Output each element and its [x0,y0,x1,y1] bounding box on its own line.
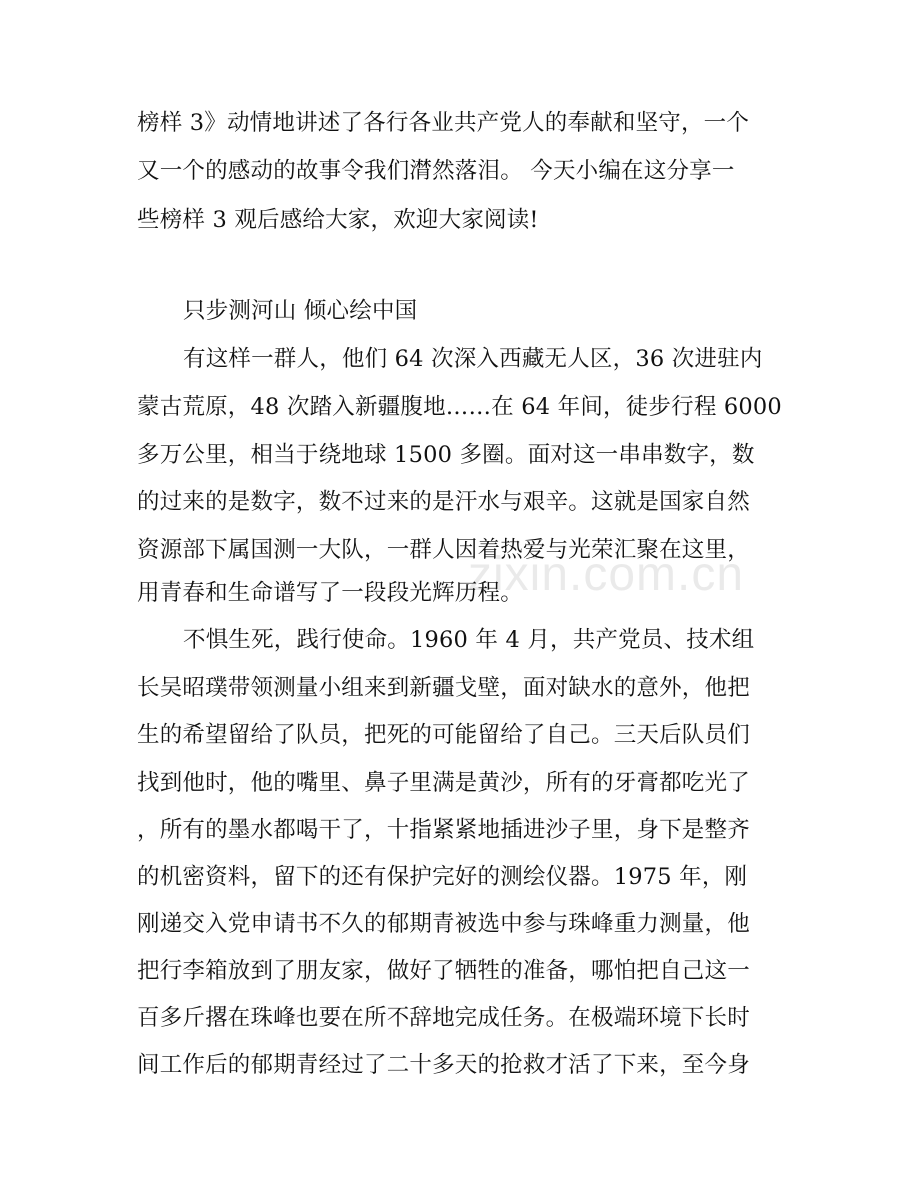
paragraph-line: 的机密资料，留下的还有保护完好的测绘仪器。1975 年，刚 [137,864,748,890]
paragraph-line: 用青春和生命谱写了一段段光辉历程。 [137,580,523,606]
intro-line: 又一个的感动的故事令我们潸然落泪。 今天小编在这分享一 [137,158,735,184]
paragraph-line: 资源部下属国测一大队，一群人因着热爱与光荣汇聚在这里， [137,537,750,563]
intro-line: 榜样 3》动情地讲述了各行各业共产党人的奉献和坚守，一个 [137,110,750,136]
paragraph-line: 百多斤撂在珠峰也要在所不辞地完成任务。在极端环境下长时 [137,1005,750,1031]
paragraph-line: 找到他时，他的嘴里、鼻子里满是黄沙，所有的牙膏都吃光了 [137,770,750,796]
paragraph-line: 的过来的是数字，数不过来的是汗水与艰辛。这就是国家自然 [137,489,750,515]
section-title: 只步测河山 倾心绘中国 [183,298,418,324]
paragraph-line: ，所有的墨水都喝干了，十指紧紧地插进沙子里，身下是整齐 [137,817,750,843]
paragraph-line: 刚递交入党申请书不久的郁期青被选中参与珠峰重力测量，他 [137,911,750,937]
paragraph-line: 把行李箱放到了朋友家，做好了牺牲的准备，哪怕把自己这一 [137,958,750,984]
paragraph-line: 生的希望留给了队员，把死的可能留给了自己。三天后队员们 [137,722,750,748]
watermark-text: zixin.com.cn [468,548,745,601]
paragraph-line: 长吴昭璞带领测量小组来到新疆戈壁，面对缺水的意外，他把 [137,675,750,701]
paragraph-line: 有这样一群人，他们 64 次深入西藏无人区，36 次进驻内 [183,346,763,372]
paragraph-line: 蒙古荒原，48 次踏入新疆腹地……在 64 年间，徒步行程 6000 [137,394,782,420]
intro-line: 些榜样 3 观后感给大家，欢迎大家阅读! [137,207,539,233]
paragraph-line: 不惧生死，践行使命。1960 年 4 月，共产党员、技术组 [183,627,755,653]
paragraph-line: 间工作后的郁期青经过了二十多天的抢救才活了下来，至今身 [137,1052,750,1078]
paragraph-line: 多万公里，相当于绕地球 1500 多圈。面对这一串串数字，数 [137,442,755,468]
